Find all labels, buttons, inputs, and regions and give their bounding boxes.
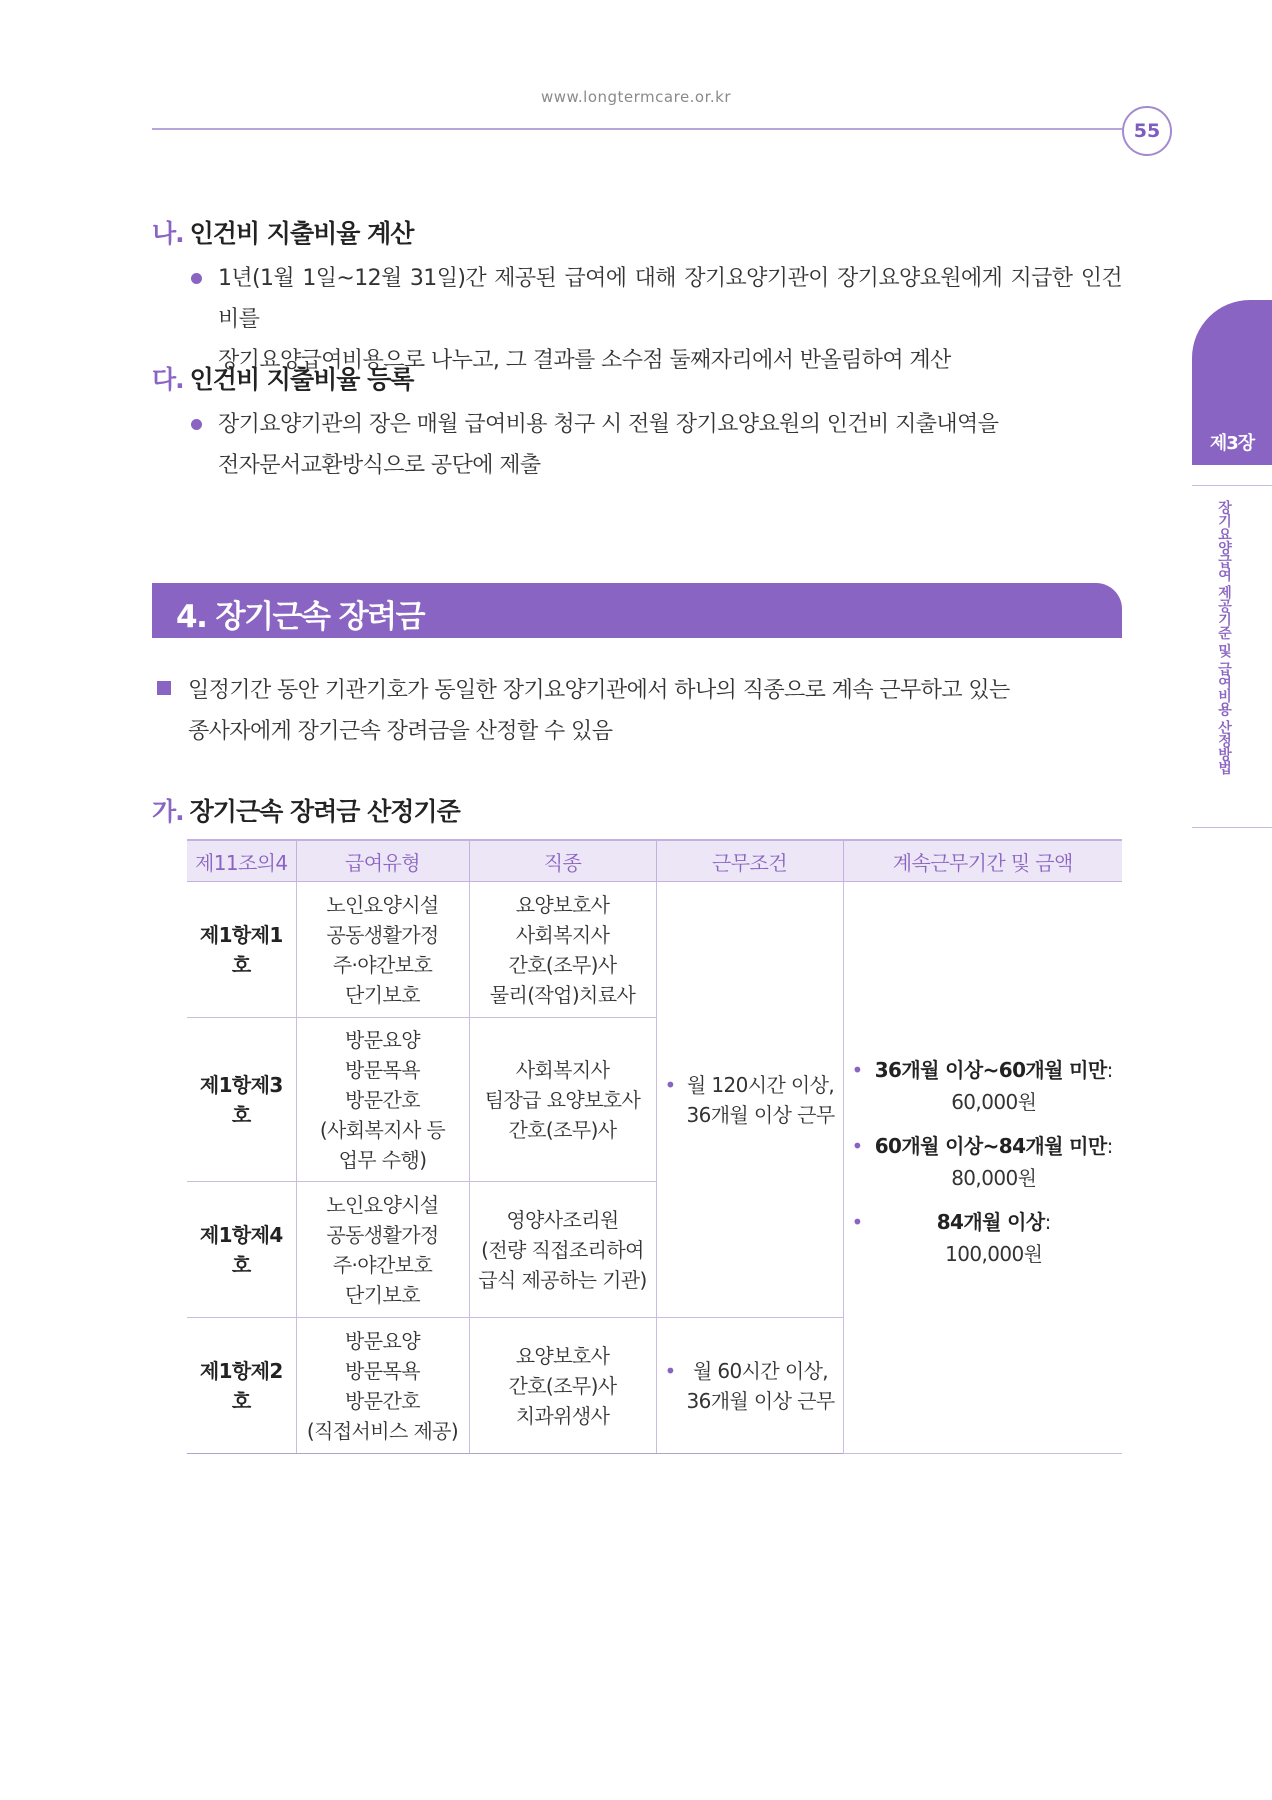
job-type: 간호(조무)사 (508, 1117, 617, 1142)
column-header: 급여유형 (296, 840, 469, 882)
job-type: 팀장급 요양보호사 (484, 1087, 641, 1112)
benefit-type: 방문목욕 (345, 1358, 420, 1383)
benefit-type: 방문목욕 (345, 1057, 420, 1082)
chapter-label: 제3장 (1209, 433, 1255, 454)
benefit-type: 노인요양시설 (326, 892, 439, 917)
paragraph-line: 장기요양기관의 장은 매월 급여비용 청구 시 전월 장기요양요원의 인건비 지출내역을 (218, 412, 999, 437)
job-type: 사회복지사 (515, 1057, 610, 1082)
paragraph-line: 장기요양급여비용으로 나누고, 그 결과를 소수점 둘째자리에서 반올림하여 계산 (218, 348, 951, 373)
paragraph-line: 일정기간 동안 기관기호가 동일한 장기요양기관에서 하나의 직종으로 계속 근무하고 있는 (188, 678, 1010, 703)
subsection-heading-na (152, 214, 413, 250)
benefit-type: 방문간호 (345, 1087, 420, 1112)
condition-line: 36개월 이상 근무 (686, 1102, 835, 1127)
benefit-type-cell (296, 1182, 469, 1318)
amount-item: • 84개월 이상: 100,000원 (848, 1206, 1119, 1270)
table-row (187, 882, 1122, 1018)
job-type: 간호(조무)사 (508, 952, 617, 977)
benefit-type: 방문요양 (345, 1328, 420, 1353)
subsection-heading-da (152, 360, 413, 396)
page-number: 55 (1122, 106, 1172, 156)
work-condition-cell (656, 882, 843, 1318)
job-type: 치과위생사 (515, 1403, 610, 1428)
amount-value: 60,000원 (951, 1089, 1037, 1114)
clause-cell: 제1항제3호 (187, 1018, 296, 1182)
benefit-type: 공동생활가정 (326, 922, 439, 947)
work-condition (661, 1356, 839, 1416)
subsection-mark: 나. (152, 219, 184, 248)
column-header: 근무조건 (656, 840, 843, 882)
site-url: www.longtermcare.or.kr (540, 88, 732, 106)
condition-line: • 월 60시간 이상, (692, 1358, 829, 1383)
benefit-type-cell (296, 1018, 469, 1182)
clause-cell: 제1항제4호 (187, 1182, 296, 1318)
benefit-type-cell (296, 882, 469, 1018)
job-type: 사회복지사 (515, 922, 610, 947)
job-type-cell (469, 1182, 656, 1318)
subsection-mark: 가. (152, 797, 184, 826)
benefit-type: 단기보호 (345, 1282, 420, 1307)
section-title: 4. 장기근속 장려금 (176, 599, 425, 635)
square-bullet-icon (157, 681, 171, 695)
benefit-type: (사회복지사 등 (319, 1117, 446, 1142)
benefit-type: 주·야간보호 (332, 1252, 433, 1277)
amount-item: • 36개월 이상~60개월 미만: 60,000원 (848, 1054, 1119, 1118)
paragraph-line: 전자문서교환방식으로 공단에 제출 (218, 453, 541, 478)
benefit-type: 노인요양시설 (326, 1192, 439, 1217)
benefit-type: 단기보호 (345, 982, 420, 1007)
amount-value: 80,000원 (951, 1165, 1037, 1190)
amount-period: 36개월 이상~60개월 미만 (874, 1057, 1107, 1082)
paragraph-section4 (188, 670, 1122, 752)
job-type-cell (469, 882, 656, 1018)
job-type-cell (469, 1318, 656, 1454)
job-type: (전량 직접조리하여 (481, 1237, 644, 1262)
job-type: 영양사조리원 (506, 1207, 619, 1232)
benefit-type: 공동생활가정 (326, 1222, 439, 1247)
job-type: 간호(조무)사 (508, 1373, 617, 1398)
benefit-type: 방문간호 (345, 1388, 420, 1413)
job-type: 요양보호사 (515, 1343, 610, 1368)
column-header: 제11조의4 (187, 840, 296, 882)
column-header: 계속근무기간 및 금액 (843, 840, 1122, 882)
table-header-row (187, 840, 1122, 882)
benefit-type: 업무 수행) (338, 1147, 427, 1172)
benefit-type-cell (296, 1318, 469, 1454)
condition-line: • 월 120시간 이상, (686, 1072, 835, 1097)
chapter-tab (1192, 300, 1272, 465)
column-header: 직종 (469, 840, 656, 882)
amount-cell (843, 882, 1122, 1454)
benefit-type: 방문요양 (345, 1027, 420, 1052)
benefit-type: 주·야간보호 (332, 952, 433, 977)
incentive-criteria-table (187, 839, 1122, 1454)
job-type-cell (469, 1018, 656, 1182)
subsection-title: 장기근속 장려금 산정기준 (189, 797, 460, 826)
amount-value: 100,000원 (945, 1241, 1043, 1266)
subsection-title: 인건비 지출비율 등록 (189, 365, 414, 394)
subsection-heading-ga (152, 792, 460, 828)
amount-period: 60개월 이상~84개월 미만 (874, 1133, 1107, 1158)
job-type: 요양보호사 (515, 892, 610, 917)
work-condition (661, 1070, 839, 1130)
subsection-title: 인건비 지출비율 계산 (189, 219, 414, 248)
clause-cell: 제1항제1호 (187, 882, 296, 1018)
bullet-dot-icon (191, 273, 202, 284)
work-condition-cell (656, 1318, 843, 1454)
subsection-mark: 다. (152, 365, 184, 394)
side-divider-top (1192, 485, 1272, 486)
side-divider-bottom (1192, 827, 1272, 828)
header-divider (152, 128, 1122, 130)
amount-period: 84개월 이상 (936, 1209, 1045, 1234)
amount-item: • 60개월 이상~84개월 미만: 80,000원 (848, 1130, 1119, 1194)
section-heading-bar (152, 583, 1122, 638)
paragraph-line: 1년(1월 1일~12월 31일)간 제공된 급여에 대해 장기요양기관이 장기요양요원에게 지급한 인건비를 (218, 266, 1122, 332)
paragraph-da (218, 404, 1122, 486)
clause-cell: 제1항제2호 (187, 1318, 296, 1454)
benefit-type: (직접서비스 제공) (306, 1418, 459, 1443)
bullet-dot-icon (191, 419, 202, 430)
condition-line: 36개월 이상 근무 (686, 1388, 835, 1413)
job-type: 급식 제공하는 기관) (478, 1267, 647, 1292)
chapter-title-vertical: 장기요양급여 제공기준 및 급여비용 산정방법 (1216, 500, 1232, 774)
job-type: 물리(작업)치료사 (489, 982, 636, 1007)
paragraph-line: 종사자에게 장기근속 장려금을 산정할 수 있음 (188, 719, 613, 744)
